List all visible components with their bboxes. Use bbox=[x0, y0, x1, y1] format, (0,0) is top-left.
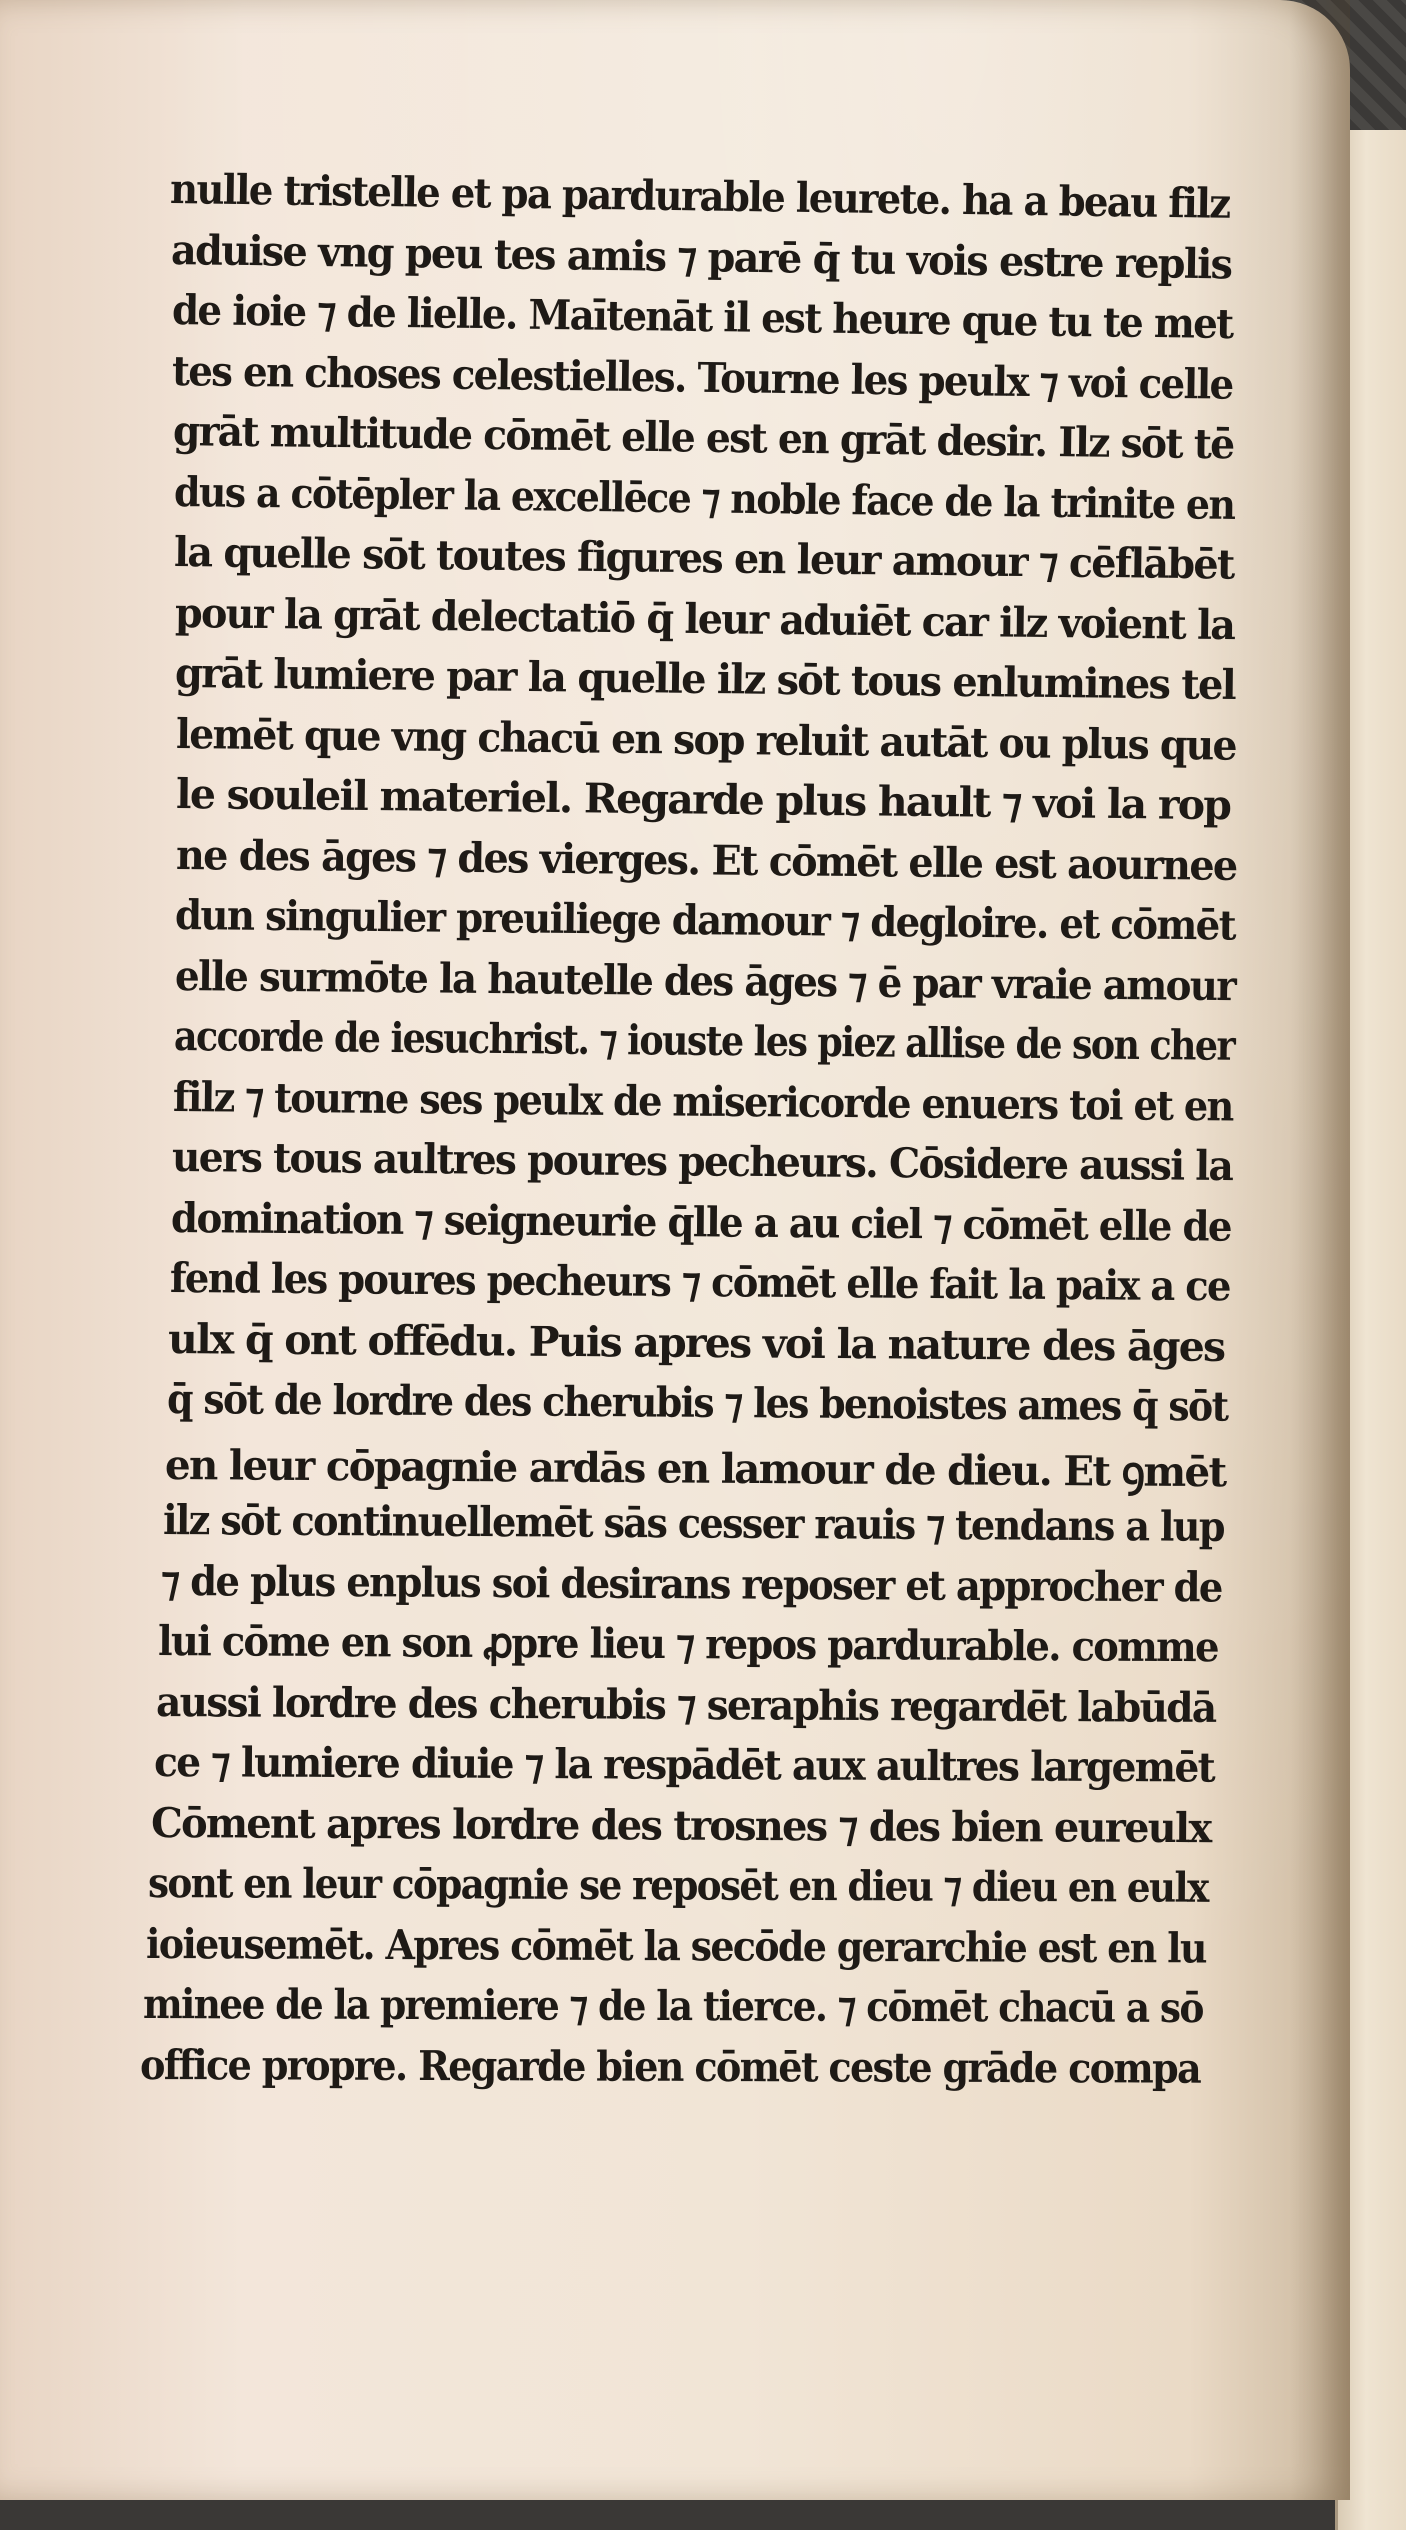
text-line: minee de la premiere ⁊ de la tierce. ⁊ cōmēt chacū a sō bbox=[142, 1980, 1203, 2033]
text-line: nulle tristelle et pa pardurable leurete. ha a beau filz bbox=[169, 165, 1230, 228]
page-edge-shadow bbox=[1290, 0, 1350, 2500]
text-line: aussi lordre des cherubis ⁊ seraphis regardēt labūdā bbox=[155, 1677, 1216, 1732]
text-line: elle surmōte la hautelle des āges ⁊ ē par vraie amour bbox=[174, 951, 1236, 1010]
text-line: la quelle sōt toutes figures en leur amour ⁊ cēflābēt bbox=[173, 528, 1234, 589]
text-line: ⁊ de plus enplus soi desirans reposer et approcher de bbox=[160, 1556, 1222, 1611]
text-line: de ioie ⁊ de lielle. Maītenāt il est heure que tu te met bbox=[171, 286, 1233, 349]
text-line: filz ⁊ tourne ses peulx de misericorde enuers toi et en bbox=[172, 1072, 1233, 1130]
text-line: le souleil materiel. Regarde plus hault ⁊ voi la rop bbox=[175, 770, 1231, 830]
text-line: ce ⁊ lumiere diuie ⁊ la respādēt aux aultres largemēt bbox=[153, 1738, 1215, 1792]
text-line: fend les poures pecheurs ⁊ cōmēt elle fait la paix a ce bbox=[169, 1254, 1230, 1311]
text-line: office propre. Regarde bien cōmēt ceste grāde compa bbox=[139, 2040, 1201, 2093]
text-line: ioieusemēt. Apres cōmēt la secōde gerarchie est en lu bbox=[145, 1919, 1206, 1972]
text-line: dus a cōtēpler la excellēce ⁊ noble face de la trinite en bbox=[173, 467, 1235, 529]
text-line: ilz sōt continuellemēt sās cesser rauis ⁊ tendans a lup bbox=[162, 1496, 1225, 1551]
text-line: lui cōme en son ꝓpre lieu ⁊ repos pardurable. comme bbox=[157, 1617, 1218, 1672]
text-line: grāt lumiere par la quelle ilz sōt tous enlumines tel bbox=[174, 649, 1236, 710]
text-line: domination ⁊ seigneurie q̄lle a au ciel ⁊ cōmēt elle de bbox=[170, 1193, 1232, 1251]
text-line: uers tous aultres poures pecheurs. Cōsidere aussi la bbox=[171, 1133, 1233, 1191]
text-line: grāt multitude cōmēt elle est en grāt desir. Ilz sōt tē bbox=[172, 407, 1234, 469]
text-line: en leur cōpagnie ardās en lamour de dieu. Et ꝯmēt bbox=[164, 1440, 1226, 1496]
text-line: tes en choses celestielles. Tourne les peulx ⁊ voi celle bbox=[171, 346, 1233, 409]
text-line: accorde de iesuchrist. ⁊ iouste les piez allise de son cher bbox=[173, 1012, 1235, 1070]
blackletter-text-block bbox=[139, 165, 1237, 2095]
text-line: pour la grāt delectatiō q̄ leur aduiēt car ilz voient la bbox=[174, 588, 1235, 649]
text-line: dun singulier preuiliege damour ⁊ degloire. et cōmēt bbox=[174, 891, 1236, 950]
text-line: sont en leur cōpagnie se reposēt en dieu ⁊ dieu en eulx bbox=[147, 1859, 1208, 1912]
text-line: ulx q̄ ont offēdu. Puis apres voi la nature des āges bbox=[167, 1314, 1225, 1371]
text-line: aduise vng peu tes amis ⁊ parē q̄ tu vois estre replis bbox=[170, 225, 1232, 288]
text-line: ne des āges ⁊ des vierges. Et cōmēt elle est aournee bbox=[175, 830, 1237, 890]
text-line: lemēt que vng chacū en sop reluit autāt ou plus que bbox=[175, 709, 1237, 770]
text-line: q̄ sōt de lordre des cherubis ⁊ les benoistes ames q̄ sōt bbox=[166, 1375, 1228, 1431]
text-line: Cōment apres lordre des trosnes ⁊ des bien eureulx bbox=[150, 1798, 1211, 1852]
